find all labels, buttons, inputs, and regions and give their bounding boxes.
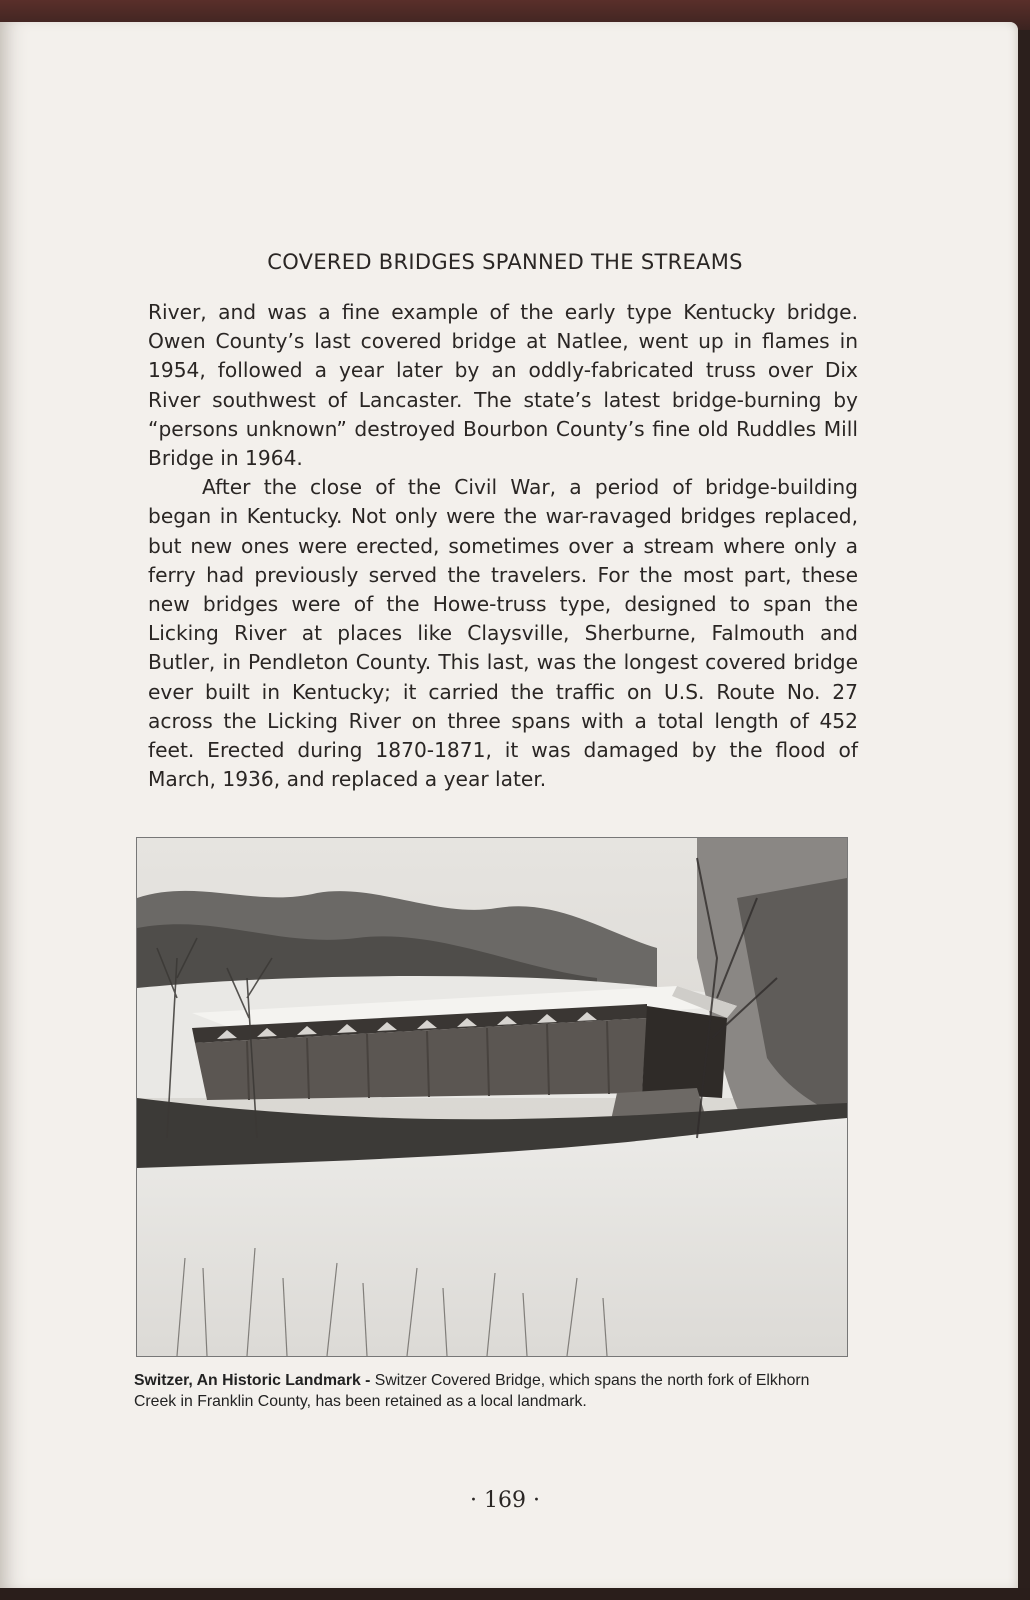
body-text xyxy=(148,298,858,794)
caption-text: Switzer Covered Bridge, which spans the north fork of Elkhorn Creek in Franklin County, has been retained as a local landmark. xyxy=(134,1372,810,1410)
paragraph-continued: River, and was a fine example of the early type Kentucky bridge. Owen County’s last covered bridge at Natlee, went up in flames in 1954, followed a year later by an oddly-fabricated truss over Dix River southwest of Lancaster. The state’s latest bridge-burning by “persons unknown” destroyed Bourbon County’s fine old Ruddles Mill Bridge in 1964. xyxy=(148,300,858,471)
bridge-photo-illustration xyxy=(137,838,847,1356)
running-head: COVERED BRIDGES SPANNED THE STREAMS xyxy=(267,250,743,274)
page-number: · 169 · xyxy=(470,1488,540,1513)
paragraph-civil-war: After the close of the Civil War, a period of bridge-building began in Kentucky. Not only were the war-ravaged bridges replaced, but new ones were erected, sometimes over a stream where only a ferry had previously served the travelers. For the most part, these new bridges were of the Howe-truss type, designed to span the Licking River at places like Claysville, Sherburne, Falmouth and Butler, in Pendleton County. This last, was the longest covered bridge ever built in Kentucky; it carried the traffic on U.S. Route No. 27 across the Licking River on three spans with a total length of 452 feet. Erected during 1870-1871, it was damaged by the flood of March, 1936, and replaced a year later. xyxy=(148,475,858,792)
paper-sheet xyxy=(0,22,1018,1588)
book-bottom-edge xyxy=(0,1588,1030,1600)
covered-bridge-photo xyxy=(136,837,848,1357)
caption-title: Switzer, An Historic Landmark - xyxy=(134,1372,371,1389)
photo-caption xyxy=(134,1370,854,1412)
